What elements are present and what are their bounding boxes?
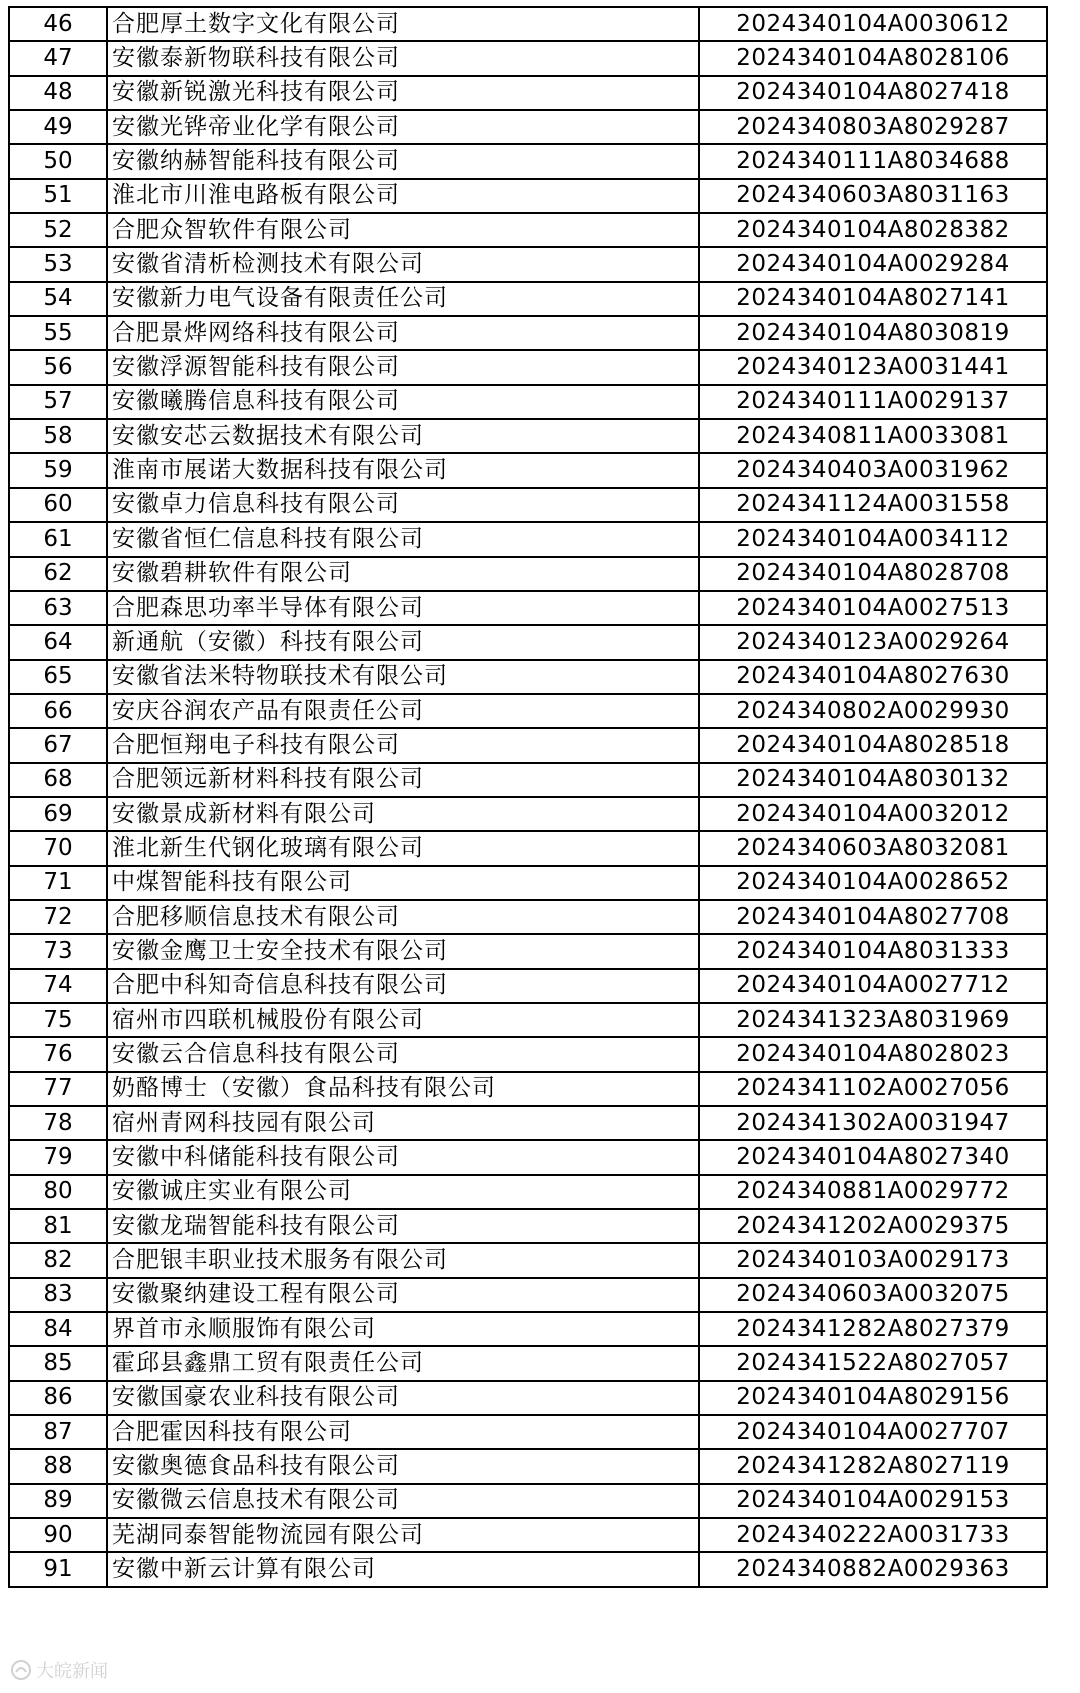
- registration-code: 2024340104A0028652: [699, 866, 1047, 900]
- registration-code: 2024340104A0029153: [699, 1484, 1047, 1518]
- row-number: 50: [9, 144, 107, 178]
- company-name: 合肥恒翔电子科技有限公司: [107, 728, 699, 762]
- company-name: 宿州青网科技园有限公司: [107, 1106, 699, 1140]
- row-number: 74: [9, 969, 107, 1003]
- row-number: 70: [9, 831, 107, 865]
- company-name: 合肥众智软件有限公司: [107, 213, 699, 247]
- table-row: [9, 625, 1047, 659]
- table-row: [9, 1484, 1047, 1518]
- company-name: 宿州市四联机械股份有限公司: [107, 1003, 699, 1037]
- company-name: 界首市永顺服饰有限公司: [107, 1312, 699, 1346]
- registration-code: 2024340104A8030132: [699, 763, 1047, 797]
- company-name: 安徽碧耕软件有限公司: [107, 557, 699, 591]
- row-number: 71: [9, 866, 107, 900]
- table-row: [9, 522, 1047, 556]
- registration-code: 2024340111A8034688: [699, 144, 1047, 178]
- registration-code: 2024340104A0032012: [699, 797, 1047, 831]
- table-row: [9, 934, 1047, 968]
- row-number: 59: [9, 453, 107, 487]
- company-name: 安徽浮源智能科技有限公司: [107, 350, 699, 384]
- table-row: [9, 900, 1047, 934]
- table-row: [9, 1518, 1047, 1552]
- table-row: [9, 282, 1047, 316]
- row-number: 91: [9, 1552, 107, 1586]
- row-number: 66: [9, 694, 107, 728]
- table-row: [9, 7, 1047, 41]
- row-number: 47: [9, 41, 107, 75]
- registration-code: 2024341282A8027379: [699, 1312, 1047, 1346]
- table-row: [9, 1175, 1047, 1209]
- company-name: 奶酪博士（安徽）食品科技有限公司: [107, 1072, 699, 1106]
- table-row: [9, 385, 1047, 419]
- row-number: 54: [9, 282, 107, 316]
- company-name: 安徽新锐激光科技有限公司: [107, 76, 699, 110]
- table-row: [9, 1278, 1047, 1312]
- registration-code: 2024340603A0032075: [699, 1278, 1047, 1312]
- registration-code: 2024340104A8028023: [699, 1037, 1047, 1071]
- table-row: [9, 969, 1047, 1003]
- document-sheet: [8, 6, 1048, 1588]
- company-name: 安徽龙瑞智能科技有限公司: [107, 1209, 699, 1243]
- table-row: [9, 247, 1047, 281]
- registration-code: 2024340803A8029287: [699, 110, 1047, 144]
- table-row: [9, 1003, 1047, 1037]
- table-body: [9, 7, 1047, 1587]
- company-name: 霍邱县鑫鼎工贸有限责任公司: [107, 1346, 699, 1380]
- company-name: 合肥霍因科技有限公司: [107, 1415, 699, 1449]
- company-name: 安徽曦腾信息科技有限公司: [107, 385, 699, 419]
- registration-code: 2024340104A0030612: [699, 7, 1047, 41]
- row-number: 80: [9, 1175, 107, 1209]
- table-row: [9, 41, 1047, 75]
- row-number: 87: [9, 1415, 107, 1449]
- row-number: 58: [9, 419, 107, 453]
- registration-code: 2024340123A0031441: [699, 350, 1047, 384]
- table-row: [9, 1037, 1047, 1071]
- company-name: 合肥领远新材料科技有限公司: [107, 763, 699, 797]
- row-number: 51: [9, 179, 107, 213]
- registration-code: 2024340104A8027630: [699, 660, 1047, 694]
- row-number: 56: [9, 350, 107, 384]
- company-name: 安徽安芯云数据技术有限公司: [107, 419, 699, 453]
- table-row: [9, 1312, 1047, 1346]
- registration-code: 2024340104A8027141: [699, 282, 1047, 316]
- company-name: 淮北新生代钢化玻璃有限公司: [107, 831, 699, 865]
- registration-code: 2024340104A8027708: [699, 900, 1047, 934]
- registration-code: 2024340104A8028382: [699, 213, 1047, 247]
- row-number: 62: [9, 557, 107, 591]
- table-row: [9, 1106, 1047, 1140]
- row-number: 83: [9, 1278, 107, 1312]
- row-number: 82: [9, 1243, 107, 1277]
- company-name: 安徽景成新材料有限公司: [107, 797, 699, 831]
- company-name: 合肥厚土数字文化有限公司: [107, 7, 699, 41]
- company-name: 中煤智能科技有限公司: [107, 866, 699, 900]
- company-name: 安徽省法米特物联技术有限公司: [107, 660, 699, 694]
- row-number: 85: [9, 1346, 107, 1380]
- registration-code: 2024341522A8027057: [699, 1346, 1047, 1380]
- company-name: 安庆谷润农产品有限责任公司: [107, 694, 699, 728]
- registration-code: 2024340104A8030819: [699, 316, 1047, 350]
- row-number: 67: [9, 728, 107, 762]
- table-row: [9, 1552, 1047, 1586]
- registration-code: 2024340104A8031333: [699, 934, 1047, 968]
- company-name: 安徽光铧帝业化学有限公司: [107, 110, 699, 144]
- watermark: [10, 1657, 108, 1683]
- company-name: 安徽中新云计算有限公司: [107, 1552, 699, 1586]
- company-name: 淮北市川淮电路板有限公司: [107, 179, 699, 213]
- table-row: [9, 144, 1047, 178]
- row-number: 69: [9, 797, 107, 831]
- company-name: 安徽微云信息技术有限公司: [107, 1484, 699, 1518]
- row-number: 53: [9, 247, 107, 281]
- company-name: 安徽国豪农业科技有限公司: [107, 1381, 699, 1415]
- table-row: [9, 763, 1047, 797]
- company-table: [8, 6, 1048, 1588]
- table-row: [9, 831, 1047, 865]
- company-name: 安徽诚庄实业有限公司: [107, 1175, 699, 1209]
- registration-code: 2024340882A0029363: [699, 1552, 1047, 1586]
- row-number: 76: [9, 1037, 107, 1071]
- row-number: 57: [9, 385, 107, 419]
- table-row: [9, 110, 1047, 144]
- table-row: [9, 316, 1047, 350]
- registration-code: 2024340104A0027712: [699, 969, 1047, 1003]
- table-row: [9, 76, 1047, 110]
- registration-code: 2024340103A0029173: [699, 1243, 1047, 1277]
- registration-code: 2024340104A8029156: [699, 1381, 1047, 1415]
- table-row: [9, 488, 1047, 522]
- company-name: 安徽云合信息科技有限公司: [107, 1037, 699, 1071]
- company-name: 合肥景烨网络科技有限公司: [107, 316, 699, 350]
- registration-code: 2024340104A0029284: [699, 247, 1047, 281]
- news-logo-icon: [10, 1659, 32, 1681]
- registration-code: 2024340104A8028106: [699, 41, 1047, 75]
- watermark-text: 大皖新闻: [36, 1661, 108, 1682]
- registration-code: 2024340603A8031163: [699, 179, 1047, 213]
- company-name: 淮南市展诺大数据科技有限公司: [107, 453, 699, 487]
- row-number: 78: [9, 1106, 107, 1140]
- registration-code: 2024340811A0033081: [699, 419, 1047, 453]
- row-number: 65: [9, 660, 107, 694]
- registration-code: 2024340104A0027513: [699, 591, 1047, 625]
- row-number: 49: [9, 110, 107, 144]
- table-row: [9, 660, 1047, 694]
- registration-code: 2024340802A0029930: [699, 694, 1047, 728]
- table-row: [9, 213, 1047, 247]
- row-number: 89: [9, 1484, 107, 1518]
- row-number: 68: [9, 763, 107, 797]
- table-row: [9, 1415, 1047, 1449]
- company-name: 安徽省清析检测技术有限公司: [107, 247, 699, 281]
- table-row: [9, 1140, 1047, 1174]
- table-row: [9, 557, 1047, 591]
- registration-code: 2024340104A8028708: [699, 557, 1047, 591]
- table-row: [9, 179, 1047, 213]
- company-name: 芜湖同泰智能物流园有限公司: [107, 1518, 699, 1552]
- table-row: [9, 350, 1047, 384]
- company-name: 安徽新力电气设备有限责任公司: [107, 282, 699, 316]
- company-name: 安徽金鹰卫士安全技术有限公司: [107, 934, 699, 968]
- row-number: 77: [9, 1072, 107, 1106]
- registration-code: 2024340111A0029137: [699, 385, 1047, 419]
- table-row: [9, 453, 1047, 487]
- company-name: 新通航（安徽）科技有限公司: [107, 625, 699, 659]
- registration-code: 2024340403A0031962: [699, 453, 1047, 487]
- registration-code: 2024340104A0034112: [699, 522, 1047, 556]
- registration-code: 2024340222A0031733: [699, 1518, 1047, 1552]
- registration-code: 2024341202A0029375: [699, 1209, 1047, 1243]
- registration-code: 2024340603A8032081: [699, 831, 1047, 865]
- registration-code: 2024341124A0031558: [699, 488, 1047, 522]
- row-number: 84: [9, 1312, 107, 1346]
- registration-code: 2024340104A0027707: [699, 1415, 1047, 1449]
- row-number: 88: [9, 1449, 107, 1483]
- registration-code: 2024341323A8031969: [699, 1003, 1047, 1037]
- company-name: 安徽卓力信息科技有限公司: [107, 488, 699, 522]
- row-number: 46: [9, 7, 107, 41]
- company-name: 合肥中科知奇信息科技有限公司: [107, 969, 699, 1003]
- table-row: [9, 1381, 1047, 1415]
- row-number: 64: [9, 625, 107, 659]
- company-name: 合肥移顺信息技术有限公司: [107, 900, 699, 934]
- registration-code: 2024340104A8028518: [699, 728, 1047, 762]
- table-row: [9, 694, 1047, 728]
- row-number: 86: [9, 1381, 107, 1415]
- row-number: 52: [9, 213, 107, 247]
- row-number: 90: [9, 1518, 107, 1552]
- company-name: 安徽奥德食品科技有限公司: [107, 1449, 699, 1483]
- company-name: 合肥银丰职业技术服务有限公司: [107, 1243, 699, 1277]
- row-number: 72: [9, 900, 107, 934]
- company-name: 合肥森思功率半导体有限公司: [107, 591, 699, 625]
- table-row: [9, 728, 1047, 762]
- registration-code: 2024341102A0027056: [699, 1072, 1047, 1106]
- table-row: [9, 1449, 1047, 1483]
- table-row: [9, 1072, 1047, 1106]
- table-row: [9, 866, 1047, 900]
- row-number: 75: [9, 1003, 107, 1037]
- table-row: [9, 591, 1047, 625]
- table-row: [9, 1209, 1047, 1243]
- table-row: [9, 1346, 1047, 1380]
- registration-code: 2024341282A8027119: [699, 1449, 1047, 1483]
- row-number: 55: [9, 316, 107, 350]
- table-row: [9, 1243, 1047, 1277]
- company-name: 安徽纳赫智能科技有限公司: [107, 144, 699, 178]
- row-number: 61: [9, 522, 107, 556]
- table-row: [9, 797, 1047, 831]
- company-name: 安徽聚纳建设工程有限公司: [107, 1278, 699, 1312]
- row-number: 81: [9, 1209, 107, 1243]
- company-name: 安徽中科储能科技有限公司: [107, 1140, 699, 1174]
- row-number: 73: [9, 934, 107, 968]
- row-number: 63: [9, 591, 107, 625]
- table-row: [9, 419, 1047, 453]
- registration-code: 2024341302A0031947: [699, 1106, 1047, 1140]
- registration-code: 2024340104A8027340: [699, 1140, 1047, 1174]
- company-name: 安徽省恒仁信息科技有限公司: [107, 522, 699, 556]
- registration-code: 2024340123A0029264: [699, 625, 1047, 659]
- registration-code: 2024340104A8027418: [699, 76, 1047, 110]
- company-name: 安徽泰新物联科技有限公司: [107, 41, 699, 75]
- row-number: 60: [9, 488, 107, 522]
- row-number: 48: [9, 76, 107, 110]
- registration-code: 2024340881A0029772: [699, 1175, 1047, 1209]
- row-number: 79: [9, 1140, 107, 1174]
